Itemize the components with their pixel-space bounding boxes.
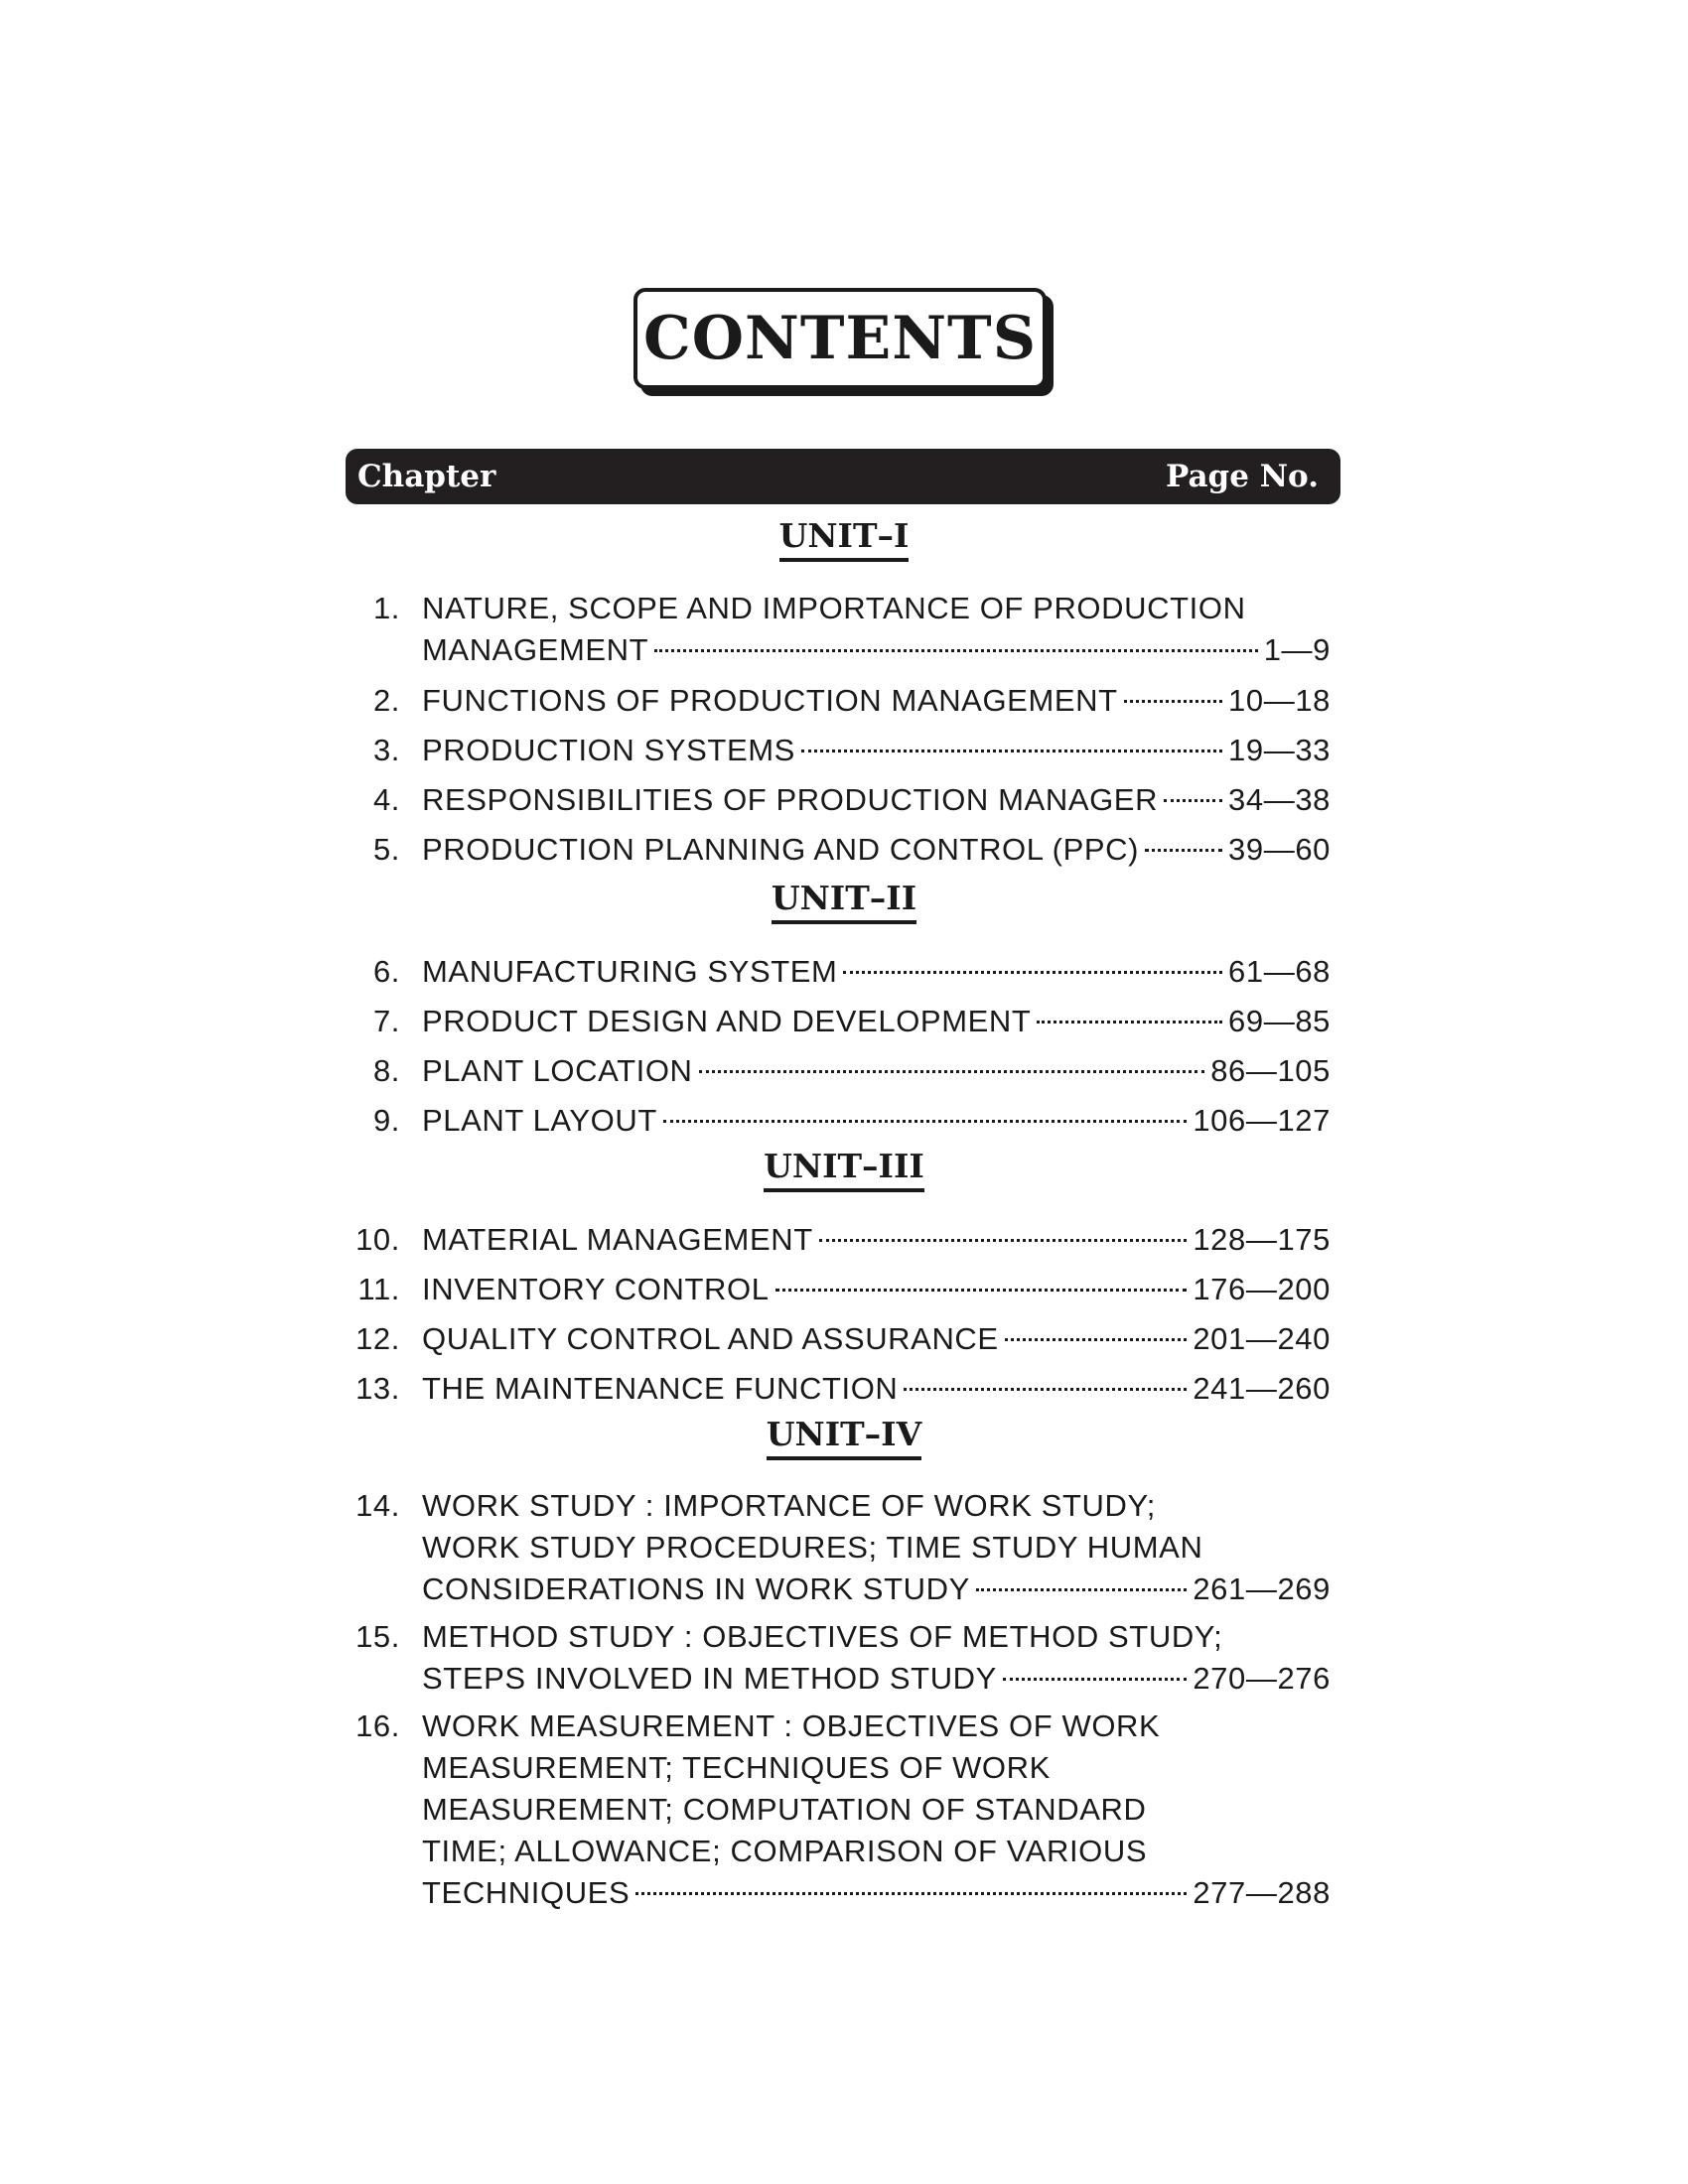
page-range: 61—68 <box>1228 954 1331 989</box>
dot-leader <box>654 649 1258 652</box>
page-no-column-label: Page No. <box>1165 459 1319 494</box>
chapter-number: 2. <box>372 683 400 718</box>
chapter-number: 4. <box>372 782 400 817</box>
chapter-title-line: THE MAINTENANCE FUNCTION <box>422 1371 899 1406</box>
unit-heading <box>0 1415 1688 1460</box>
column-header-bar <box>346 449 1340 504</box>
page-range: 19—33 <box>1228 733 1331 767</box>
page-range: 39—60 <box>1228 832 1331 867</box>
page-range: 86—105 <box>1210 1053 1331 1088</box>
unit-label: UNIT–IV <box>767 1415 921 1460</box>
chapter-title-line: WORK STUDY : IMPORTANCE OF WORK STUDY; <box>422 1488 1156 1523</box>
unit-label: UNIT–III <box>764 1147 924 1192</box>
chapter-number: 1. <box>372 591 400 625</box>
chapter-title-line: MANUFACTURING SYSTEM <box>422 954 838 989</box>
chapter-title-line: INVENTORY CONTROL <box>422 1272 770 1306</box>
chapter-title-line: FUNCTIONS OF PRODUCTION MANAGEMENT <box>422 683 1118 718</box>
dot-leader <box>663 1120 1187 1123</box>
dot-leader <box>1124 700 1222 703</box>
contents-title-box <box>633 288 1047 389</box>
unit-heading <box>0 879 1688 924</box>
chapter-title-line: WORK STUDY PROCEDURES; TIME STUDY HUMAN <box>422 1530 1203 1565</box>
chapter-number: 11. <box>357 1272 400 1306</box>
chapter-title-line: PRODUCT DESIGN AND DEVELOPMENT <box>422 1004 1032 1038</box>
chapter-number: 14. <box>355 1488 400 1523</box>
dot-leader <box>635 1892 1187 1895</box>
chapter-column-label: Chapter <box>357 459 496 494</box>
chapter-title-line: METHOD STUDY : OBJECTIVES OF METHOD STUDY; <box>422 1619 1223 1654</box>
chapter-title-line: WORK MEASUREMENT : OBJECTIVES OF WORK <box>422 1708 1161 1743</box>
chapter-number: 6. <box>372 954 400 989</box>
chapter-number: 8. <box>372 1053 400 1088</box>
chapter-number: 3. <box>372 733 400 767</box>
page-range: 261—269 <box>1193 1571 1331 1606</box>
page-range: 241—260 <box>1193 1371 1331 1406</box>
dot-leader <box>699 1070 1205 1073</box>
page-range: 1—9 <box>1263 632 1331 667</box>
unit-label: UNIT–I <box>779 516 910 562</box>
page-range: 69—85 <box>1228 1004 1331 1038</box>
dot-leader <box>819 1239 1188 1242</box>
chapter-title-line: PLANT LOCATION <box>422 1053 693 1088</box>
chapter-title-line: MEASUREMENT; TECHNIQUES OF WORK <box>422 1750 1051 1785</box>
chapter-title-line: RESPONSIBILITIES OF PRODUCTION MANAGER <box>422 782 1159 817</box>
chapter-title-line: NATURE, SCOPE AND IMPORTANCE OF PRODUCTION <box>422 591 1246 625</box>
page-range: 277—288 <box>1193 1875 1331 1910</box>
unit-label: UNIT–II <box>772 879 916 924</box>
dot-leader <box>1037 1021 1222 1024</box>
chapter-title-line: STEPS INVOLVED IN METHOD STUDY <box>422 1661 997 1696</box>
page-range: 201—240 <box>1193 1321 1331 1356</box>
dot-leader <box>1005 1338 1188 1341</box>
chapter-title-line: CONSIDERATIONS IN WORK STUDY <box>422 1571 970 1606</box>
chapter-number: 7. <box>372 1004 400 1038</box>
chapter-number: 12. <box>355 1321 400 1356</box>
chapter-number: 5. <box>372 832 400 867</box>
chapter-title-line: MANAGEMENT <box>422 632 649 667</box>
dot-leader <box>801 750 1222 752</box>
dot-leader <box>843 971 1222 974</box>
dot-leader <box>775 1289 1188 1292</box>
page-range: 10—18 <box>1228 683 1331 718</box>
dot-leader <box>1145 849 1222 852</box>
unit-heading <box>0 516 1688 562</box>
chapter-number: 16. <box>355 1708 400 1743</box>
dot-leader <box>1164 799 1222 802</box>
chapter-title-line: MEASUREMENT; COMPUTATION OF STANDARD <box>422 1792 1147 1827</box>
dot-leader <box>1003 1678 1187 1681</box>
chapter-number: 10. <box>355 1222 400 1257</box>
dot-leader <box>976 1588 1187 1591</box>
dot-leader <box>904 1388 1187 1391</box>
page-range: 106—127 <box>1193 1103 1331 1138</box>
chapter-number: 9. <box>372 1103 400 1138</box>
chapter-title-line: MATERIAL MANAGEMENT <box>422 1222 813 1257</box>
unit-heading <box>0 1147 1688 1192</box>
chapter-number: 13. <box>355 1371 400 1406</box>
page-title: CONTENTS <box>642 304 1038 373</box>
chapter-title-line: PRODUCTION PLANNING AND CONTROL (PPC) <box>422 832 1140 867</box>
page-range: 270—276 <box>1193 1661 1331 1696</box>
chapter-title-line: PLANT LAYOUT <box>422 1103 657 1138</box>
chapter-title-line: QUALITY CONTROL AND ASSURANCE <box>422 1321 999 1356</box>
chapter-title-line: TIME; ALLOWANCE; COMPARISON OF VARIOUS <box>422 1834 1148 1868</box>
chapter-title-line: PRODUCTION SYSTEMS <box>422 733 795 767</box>
page-range: 34—38 <box>1228 782 1331 817</box>
chapter-number: 15. <box>355 1619 400 1654</box>
page-range: 128—175 <box>1193 1222 1331 1257</box>
page-range: 176—200 <box>1193 1272 1331 1306</box>
chapter-title-line: TECHNIQUES <box>422 1875 631 1910</box>
